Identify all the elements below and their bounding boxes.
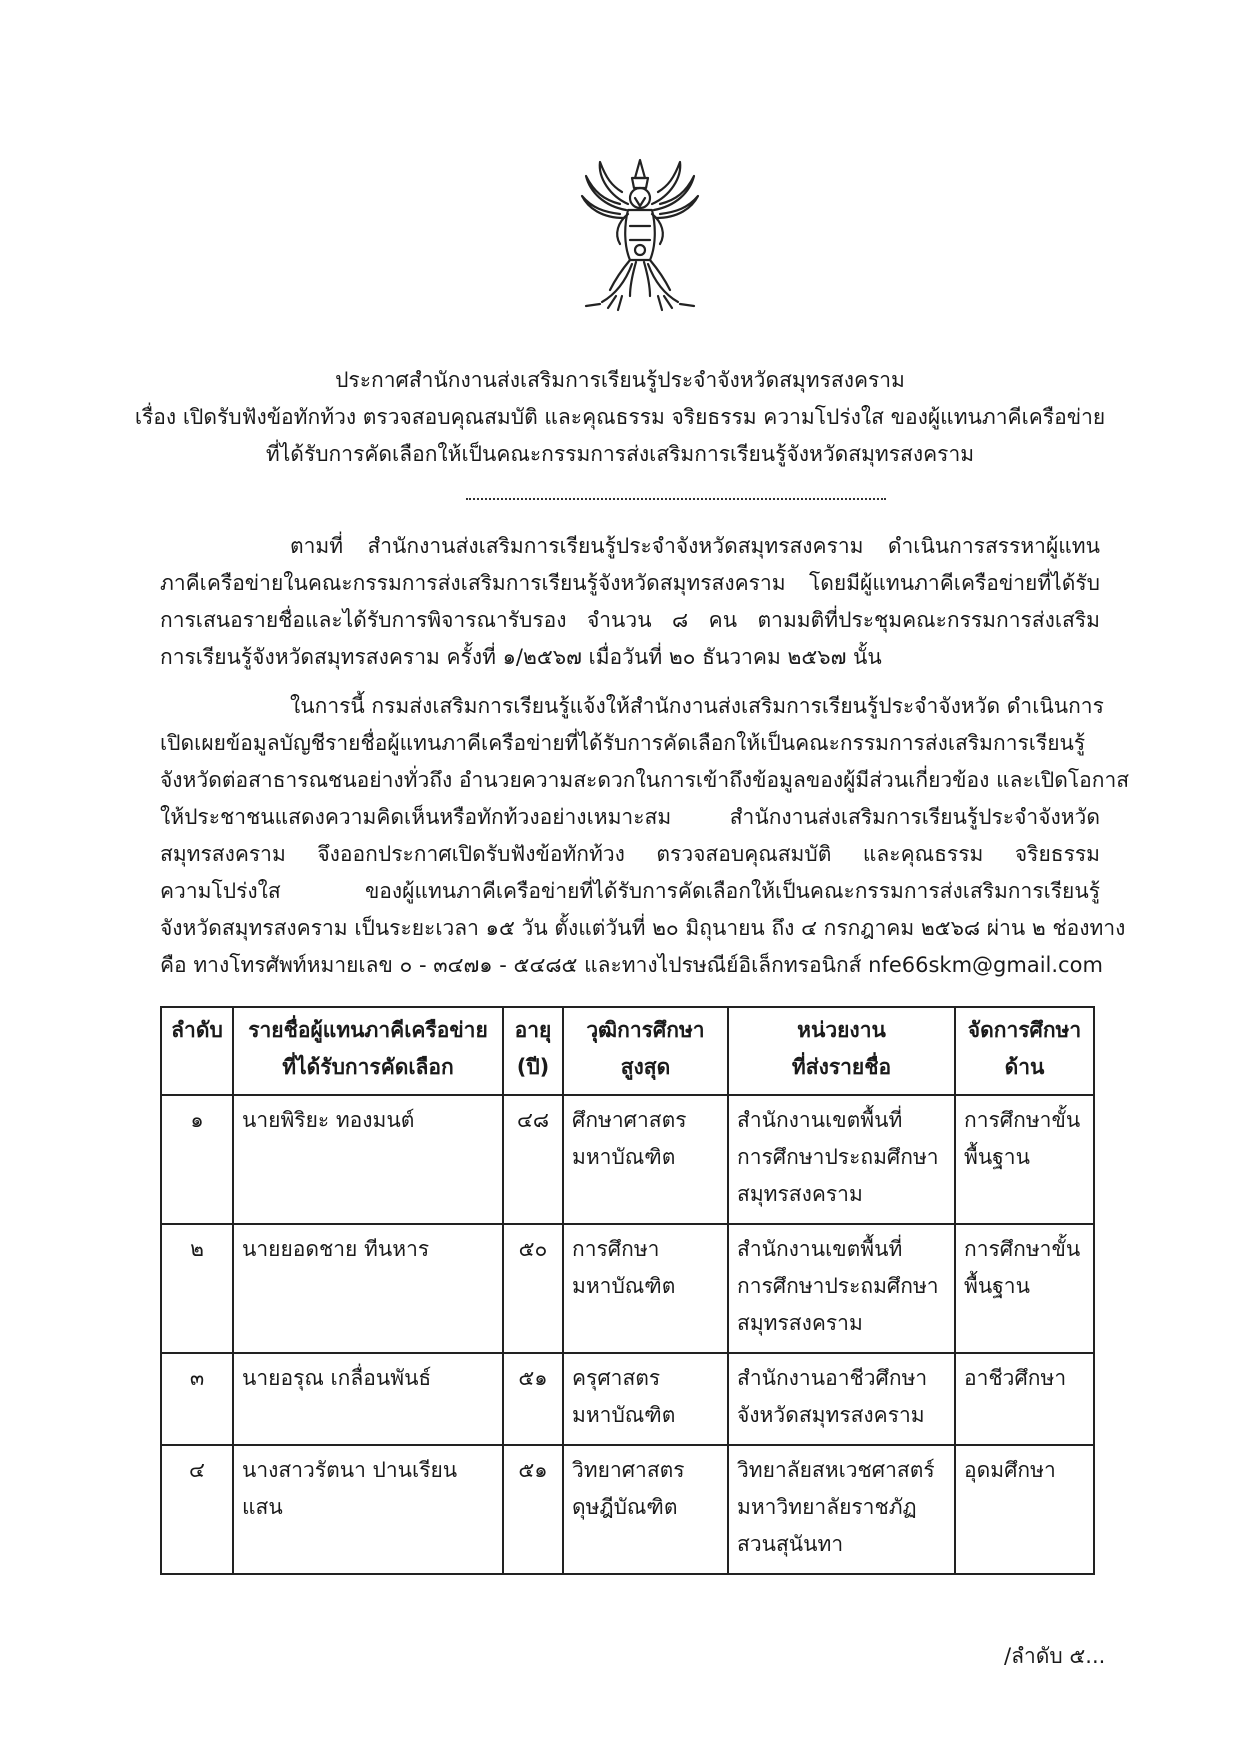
- paragraph-line: จังหวัดต่อสาธารณชนอย่างทั่วถึง อำนวยความสะดวกในการเข้าถึงข้อมูลของผู้มีส่วนเกี่ยวข้อง และเปิดโอกาส: [160, 768, 1130, 792]
- cell-degree: ครุศาสตร มหาบัณฑิต: [563, 1353, 728, 1445]
- dotted-divider: [466, 498, 886, 500]
- header-degree: วุฒิการศึกษา สูงสุด: [563, 1007, 728, 1095]
- header-age: อายุ (ปี): [503, 1007, 563, 1095]
- continued-marker: /ลำดับ ๕...: [1004, 1644, 1106, 1668]
- cell-age: ๕๑: [503, 1445, 563, 1574]
- cell-name: นายพิริยะ ทองมนต์: [233, 1095, 503, 1224]
- paragraph-line: ในการนี้ กรมส่งเสริมการเรียนรู้แจ้งให้สำนักงานส่งเสริมการเรียนรู้ประจำจังหวัด ดำเนินการ: [290, 694, 1104, 718]
- members-table: [160, 1006, 1095, 1575]
- paragraph-line: คือ ทางโทรศัพท์หมายเลข ๐ - ๓๔๗๑ - ๕๔๘๕ และทางไปรษณีย์อิเล็กทรอนิกส์ nfe66skm@gmail.com: [160, 953, 1103, 977]
- table-header-row: [161, 1007, 1094, 1095]
- cell-no: ๒: [161, 1224, 233, 1353]
- header-no: ลำดับ: [161, 1007, 233, 1095]
- cell-no: ๑: [161, 1095, 233, 1224]
- cell-field: อุดมศึกษา: [955, 1445, 1094, 1574]
- subject-line: เรื่อง เปิดรับฟังข้อทักท้วง ตรวจสอบคุณสมบัติ และคุณธรรม จริยธรรม ความโปร่งใส ของผู้แทนภาคีเครือข่าย: [134, 405, 1106, 429]
- cell-name: นางสาวรัตนา ปานเรียนแสน: [233, 1445, 503, 1574]
- garuda-emblem-icon: [580, 156, 700, 314]
- paragraph-line: ภาคีเครือข่ายในคณะกรรมการส่งเสริมการเรียนรู้จังหวัดสมุทรสงคราม โดยมีผู้แทนภาคีเครือข่ายที่ได้รับ: [160, 571, 1100, 595]
- paragraph-line: ความโปร่งใส ของผู้แทนภาคีเครือข่ายที่ได้รับการคัดเลือกให้เป็นคณะกรรมการส่งเสริมการเรียนรู้: [160, 879, 1100, 903]
- paragraph-announcement: [160, 688, 1130, 984]
- header-name: รายชื่อผู้แทนภาคีเครือข่าย ที่ได้รับการคัดเลือก: [233, 1007, 503, 1095]
- paragraph-background: [160, 528, 1100, 676]
- paragraph-line: จังหวัดสมุทรสงคราม เป็นระยะเวลา ๑๕ วัน ตั้งแต่วันที่ ๒๐ มิถุนายน ถึง ๔ กรกฎาคม ๒๕๖๘ ผ่าน ๒ ช่องทาง: [160, 916, 1126, 940]
- paragraph-line: การเรียนรู้จังหวัดสมุทรสงคราม ครั้งที่ ๑/๒๕๖๗ เมื่อวันที่ ๒๐ ธันวาคม ๒๕๖๗ นั้น: [160, 645, 882, 669]
- announcement-title: [0, 362, 1240, 473]
- paragraph-line: เปิดเผยข้อมูลบัญชีรายชื่อผู้แทนภาคีเครือข่ายที่ได้รับการคัดเลือกให้เป็นคณะกรรมการส่งเสริมการเรียนรู้: [160, 731, 1086, 755]
- cell-degree: ศึกษาศาสตร มหาบัณฑิต: [563, 1095, 728, 1224]
- cell-agency: สำนักงานเขตพื้นที่ การศึกษาประถมศึกษา สมุทรสงคราม: [728, 1224, 955, 1353]
- paragraph-line: สมุทรสงคราม จึงออกประกาศเปิดรับฟังข้อทักท้วง ตรวจสอบคุณสมบัติ และคุณธรรม จริยธรรม: [160, 842, 1100, 866]
- table-row: [161, 1445, 1094, 1574]
- cell-age: ๕๐: [503, 1224, 563, 1353]
- cell-no: ๔: [161, 1445, 233, 1574]
- paragraph-line: ตามที่ สำนักงานส่งเสริมการเรียนรู้ประจำจังหวัดสมุทรสงคราม ดำเนินการสรรหาผู้แทน: [290, 534, 1100, 558]
- cell-degree: การศึกษา มหาบัณฑิต: [563, 1224, 728, 1353]
- table-row: [161, 1353, 1094, 1445]
- subject-line-continued: ที่ได้รับการคัดเลือกให้เป็นคณะกรรมการส่งเสริมการเรียนรู้จังหวัดสมุทรสงคราม: [265, 442, 975, 466]
- cell-degree: วิทยาศาสตร ดุษฎีบัณฑิต: [563, 1445, 728, 1574]
- header-field: จัดการศึกษา ด้าน: [955, 1007, 1094, 1095]
- cell-field: การศึกษาขั้น พื้นฐาน: [955, 1095, 1094, 1224]
- cell-age: ๕๑: [503, 1353, 563, 1445]
- table-row: [161, 1224, 1094, 1353]
- paragraph-line: การเสนอรายชื่อและได้รับการพิจารณารับรอง จำนวน ๘ คน ตามมติที่ประชุมคณะกรรมการส่งเสริม: [160, 608, 1100, 632]
- header-agency: หน่วยงาน ที่ส่งรายชื่อ: [728, 1007, 955, 1095]
- cell-age: ๔๘: [503, 1095, 563, 1224]
- paragraph-line: ให้ประชาชนแสดงความคิดเห็นหรือทักท้วงอย่างเหมาะสม สำนักงานส่งเสริมการเรียนรู้ประจำจังหวัด: [160, 805, 1100, 829]
- cell-name: นายอรุณ เกลื่อนพันธ์: [233, 1353, 503, 1445]
- cell-agency: วิทยาลัยสหเวชศาสตร์ มหาวิทยาลัยราชภัฏ สวนสุนันทา: [728, 1445, 955, 1574]
- cell-field: อาชีวศึกษา: [955, 1353, 1094, 1445]
- cell-no: ๓: [161, 1353, 233, 1445]
- cell-agency: สำนักงานเขตพื้นที่ การศึกษาประถมศึกษา สมุทรสงคราม: [728, 1095, 955, 1224]
- cell-agency: สำนักงานอาชีวศึกษา จังหวัดสมุทรสงคราม: [728, 1353, 955, 1445]
- title-line: ประกาศสำนักงานส่งเสริมการเรียนรู้ประจำจังหวัดสมุทรสงคราม: [335, 368, 905, 392]
- table-row: [161, 1095, 1094, 1224]
- cell-name: นายยอดชาย ทีนหาร: [233, 1224, 503, 1353]
- cell-field: การศึกษาขั้น พื้นฐาน: [955, 1224, 1094, 1353]
